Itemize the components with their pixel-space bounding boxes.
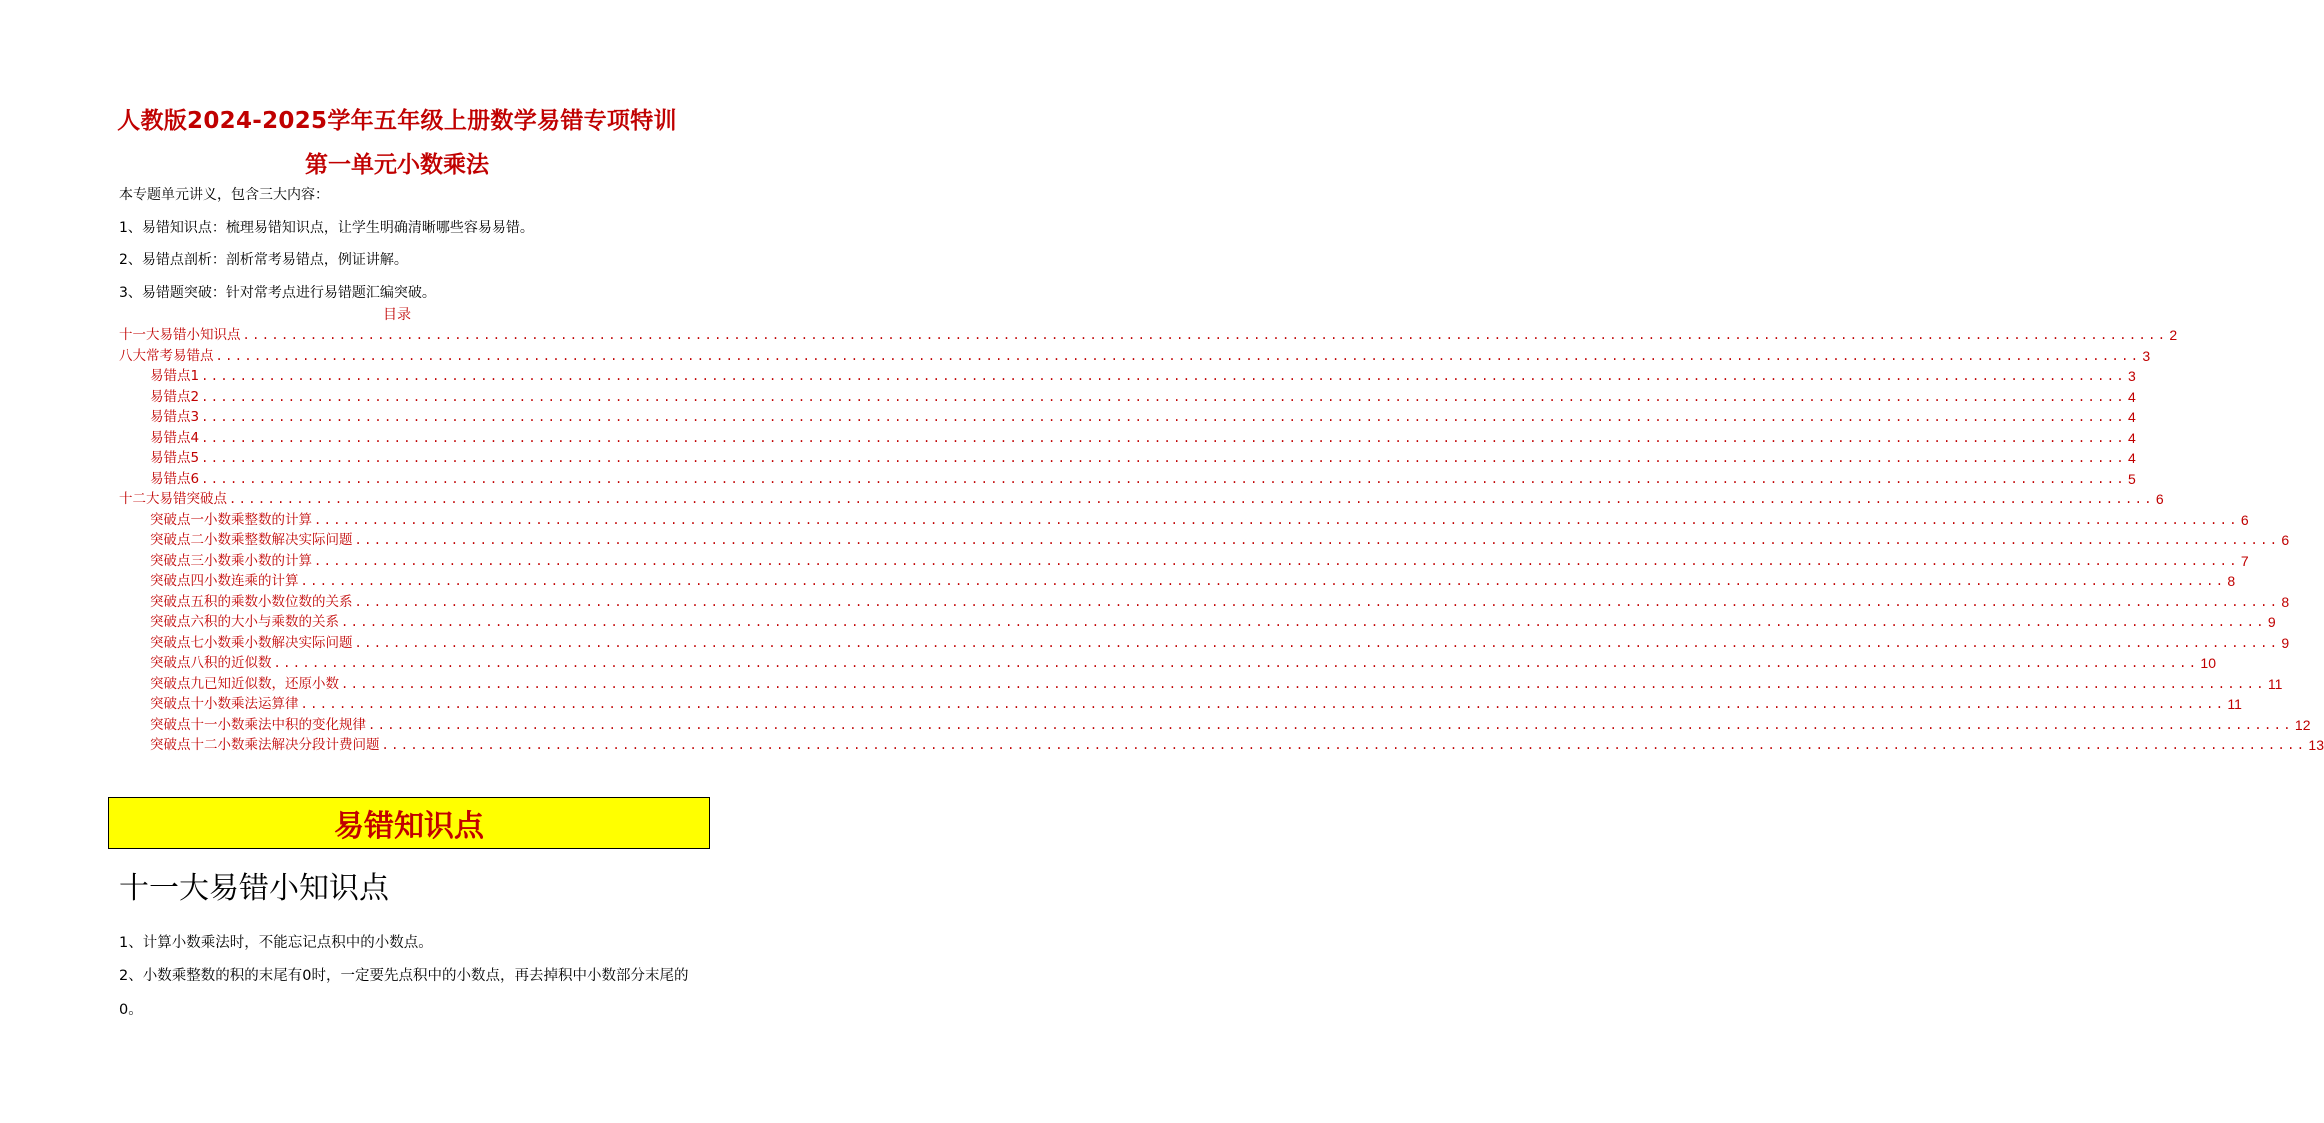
toc-entry-label: 易错点1	[150, 368, 200, 384]
toc-leader-dots: ........................................................................................................................................................................................................	[341, 676, 2266, 691]
toc-entry[interactable]	[119, 612, 2276, 633]
toc-page-number: 9	[2281, 634, 2290, 651]
toc-entry[interactable]	[119, 510, 2249, 531]
toc-page-number: 9	[2267, 614, 2276, 630]
toc-entry-label: 突破点一小数乘整数的计算	[150, 511, 312, 528]
toc-entry[interactable]	[119, 489, 2164, 510]
toc-entry[interactable]	[119, 469, 2136, 490]
document-subtitle: 第一单元小数乘法	[305, 152, 489, 178]
toc-page-number: 4	[2128, 429, 2136, 446]
toc-page-number: 6	[2240, 511, 2249, 528]
toc-page-number: 7	[2240, 552, 2249, 569]
body-paragraph: 1、计算小数乘法时，不能忘记点积中的小数点。	[119, 935, 433, 951]
toc-page-number: 3	[2142, 347, 2151, 364]
section-banner	[108, 797, 710, 849]
toc-entry[interactable]	[119, 674, 2283, 695]
section-title: 十一大易错小知识点	[119, 871, 389, 906]
toc-page-number: 8	[2227, 573, 2236, 589]
toc-entry-label: 突破点三小数乘小数的计算	[150, 552, 312, 569]
toc-page-number: 4	[2128, 409, 2136, 425]
toc-entry-label: 易错点6	[150, 470, 200, 487]
toc-entry[interactable]	[119, 551, 2249, 572]
toc-entry-label: 突破点七小数乘小数解决实际问题	[150, 634, 353, 651]
toc-entry-label: 易错点5	[150, 450, 200, 466]
toc-page-number: 3	[2128, 368, 2136, 384]
toc-entry-label: 突破点八积的近似数	[150, 655, 272, 671]
toc-leader-dots: ........................................................................................................................................................................................................	[314, 553, 2239, 568]
toc-leader-dots: ........................................................................................................................................................................................................	[354, 594, 2280, 609]
toc-entry-label: 突破点十小数乘法运算律	[150, 696, 299, 712]
toc-leader-dots: ........................................................................................................................................................................................................	[242, 328, 2168, 342]
toc-entry-label: 易错点3	[150, 409, 200, 425]
table-of-contents	[119, 325, 2324, 756]
toc-entry-label: 易错点2	[150, 388, 200, 405]
toc-leader-dots: ........................................................................................................................................................................................................	[215, 348, 2141, 363]
toc-leader-dots: ........................................................................................................................................................................................................	[300, 697, 2226, 711]
toc-entry[interactable]	[119, 407, 2136, 428]
toc-entry[interactable]	[119, 735, 2324, 756]
toc-leader-dots: ........................................................................................................................................................................................................	[201, 410, 2127, 424]
toc-entry[interactable]	[119, 530, 2290, 551]
toc-entry[interactable]	[119, 633, 2290, 654]
toc-leader-dots: ........................................................................................................................................................................................................	[201, 471, 2127, 486]
toc-page-number: 8	[2281, 593, 2290, 610]
intro-lead: 本专题单元讲义，包含三大内容：	[119, 187, 329, 203]
intro-item: 1、易错知识点：梳理易错知识点，让学生明确清晰哪些容易易错。	[119, 220, 534, 236]
toc-page-number: 12	[2294, 716, 2311, 733]
toc-entry-label: 十一大易错小知识点	[119, 327, 241, 343]
toc-leader-dots: ........................................................................................................................................................................................................	[368, 717, 2293, 732]
toc-page-number: 5	[2128, 470, 2136, 487]
toc-entry-label: 突破点九已知近似数，还原小数	[150, 675, 339, 692]
toc-entry[interactable]	[119, 366, 2136, 387]
toc-page-number: 2	[2169, 327, 2178, 343]
toc-entry[interactable]	[119, 715, 2311, 736]
toc-entry-label: 突破点四小数连乘的计算	[150, 573, 299, 589]
body-paragraph: 2、小数乘整数的积的末尾有0时，一定要先点积中的小数点，再去掉积中小数部分末尾的0。	[119, 968, 689, 1018]
toc-entry-label: 十二大易错突破点	[119, 491, 227, 507]
toc-leader-dots: ........................................................................................................................................................................................................	[341, 615, 2266, 629]
toc-heading: 目录	[383, 307, 411, 323]
toc-entry[interactable]	[119, 387, 2136, 408]
toc-entry[interactable]	[119, 592, 2290, 613]
toc-page-number: 6	[2155, 491, 2164, 507]
toc-leader-dots: ........................................................................................................................................................................................................	[381, 738, 2307, 752]
toc-entry-label: 突破点五积的乘数小数位数的关系	[150, 593, 353, 610]
toc-page-number: 11	[2267, 675, 2283, 692]
toc-page-number: 6	[2281, 532, 2290, 548]
toc-leader-dots: ........................................................................................................................................................................................................	[201, 369, 2127, 383]
toc-entry[interactable]	[119, 448, 2136, 469]
document-title: 人教版2024-2025学年五年级上册数学易错专项特训	[117, 108, 677, 134]
toc-entry[interactable]	[119, 346, 2151, 367]
toc-page-number: 10	[2200, 655, 2216, 671]
toc-entry[interactable]	[119, 325, 2178, 346]
toc-entry-label: 突破点二小数乘整数解决实际问题	[150, 532, 353, 548]
toc-page-number: 4	[2128, 388, 2136, 405]
toc-entry[interactable]	[119, 653, 2216, 674]
toc-leader-dots: ........................................................................................................................................................................................................	[273, 656, 2199, 670]
toc-leader-dots: ........................................................................................................................................................................................................	[201, 430, 2127, 445]
toc-entry-label: 突破点十二小数乘法解决分段计费问题	[150, 737, 380, 753]
toc-leader-dots: ........................................................................................................................................................................................................	[314, 512, 2239, 527]
banner-label: 易错知识点	[334, 809, 484, 844]
intro-item: 2、易错点剖析：剖析常考易错点，例证讲解。	[119, 252, 408, 268]
toc-entry-label: 突破点十一小数乘法中积的变化规律	[150, 716, 366, 733]
toc-leader-dots: ........................................................................................................................................................................................................	[201, 451, 2127, 465]
toc-page-number: 13	[2308, 737, 2324, 753]
toc-entry[interactable]	[119, 694, 2242, 715]
toc-leader-dots: ........................................................................................................................................................................................................	[201, 389, 2127, 404]
toc-leader-dots: ........................................................................................................................................................................................................	[354, 635, 2280, 650]
toc-entry[interactable]	[119, 571, 2236, 592]
toc-entry-label: 突破点六积的大小与乘数的关系	[150, 614, 339, 630]
toc-leader-dots: ........................................................................................................................................................................................................	[229, 492, 2154, 506]
toc-page-number: 4	[2128, 450, 2136, 466]
toc-leader-dots: ........................................................................................................................................................................................................	[354, 533, 2280, 547]
intro-item: 3、易错题突破：针对常考点进行易错题汇编突破。	[119, 285, 436, 301]
toc-entry-label: 八大常考易错点	[119, 347, 214, 364]
toc-page-number: 11	[2227, 696, 2242, 712]
toc-entry[interactable]	[119, 428, 2136, 449]
toc-entry-label: 易错点4	[150, 429, 200, 446]
toc-leader-dots: ........................................................................................................................................................................................................	[300, 574, 2226, 588]
